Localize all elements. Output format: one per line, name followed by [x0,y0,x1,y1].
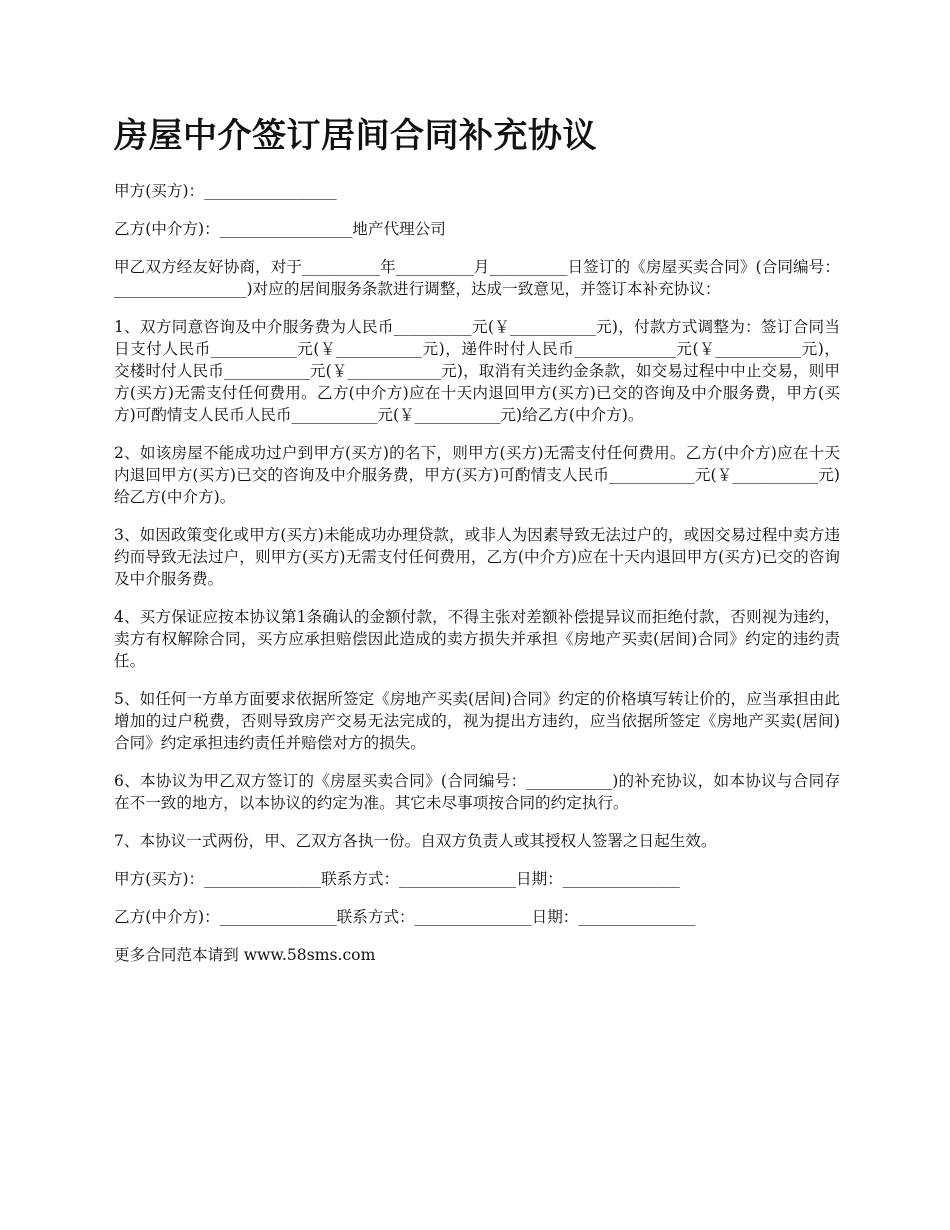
footer-link-text: 更多合同范本请到 www.58sms.com [114,946,376,964]
document-title: 房屋中介签订居间合同补充协议 [114,116,597,156]
clause-6: 6、本协议为甲乙双方签订的《房屋买卖合同》(合同编号：___________)的补充协议，如本协议与合同存在不一致的地方，以本协议的约定为准。其它未尽事项按合同的约定执行。 [114,772,840,812]
intro-paragraph: 甲乙双方经友好协商，对于__________年__________月__________日签订的《房屋买卖合同》(合同编号：_________________)对应的居间服务条款进行调整，达成一致意见，并签订本补充协议： [114,258,840,298]
clause-5: 5、如任何一方单方面要求依据所签定《房地产买卖(居间)合同》约定的价格填写转让价的，应当承担由此增加的过户税费，否则导致房产交易无法完成的，视为提出方违约，应当依据所签定《房地产买卖(居间)合同》约定承担违约责任并赔偿对方的损失。 [114,690,840,752]
clause-1: 1、双方同意咨询及中介服务费为人民币__________元(￥___________元)，付款方式调整为：签订合同当日支付人民币___________元(￥___________元)，递件时付人民币_____________元(￥___________元)，交楼时付人民币___________元(￥____________元)，取消有关违约金条款，如交易过程中中止交易，则甲方(买方)无需支付任何费用。乙方(中介方)应在十天内退回甲方(买方)已交的咨询及中介服务费，甲方(买方)可酌情支人民币人民币___________元(￥___________元)给乙方(中介方)。 [114,318,840,424]
clause-7: 7、本协议一式两份，甲、乙双方各执一份。自双方负责人或其授权人签署之日起生效。 [114,832,717,850]
clause-4: 4、买方保证应按本协议第1条确认的金额付款，不得主张对差额补偿提异议而拒绝付款，否则视为违约，卖方有权解除合同，买方应承担赔偿因此造成的卖方损失并承担《房地产买卖(居间)合同》约定的违约责任。 [114,608,840,670]
clause-2: 2、如该房屋不能成功过户到甲方(买方)的名下，则甲方(买方)无需支付任何费用。乙方(中介方)应在十天内退回甲方(买方)已交的咨询及中介服务费，甲方(买方)可酌情支人民币___________元(￥___________元)给乙方(中介方)。 [114,444,840,506]
signature-party-a: 甲方(买方)：_______________联系方式：_______________日期：_______________ [114,870,680,888]
clause-3: 3、如因政策变化或甲方(买方)未能成功办理贷款，或非人为因素导致无法过户的，或因交易过程中卖方违约而导致无法过户，则甲方(买方)无需支付任何费用，乙方(中介方)应在十天内退回甲方(买方)已交的咨询及中介服务费。 [114,526,840,588]
signature-party-b: 乙方(中介方)：_______________联系方式：_______________日期：_______________ [114,908,696,926]
party-a-line: 甲方(买方)：_________________ [114,182,337,200]
document-page [114,112,840,982]
party-b-line: 乙方(中介方)：_________________地产代理公司 [114,220,446,238]
